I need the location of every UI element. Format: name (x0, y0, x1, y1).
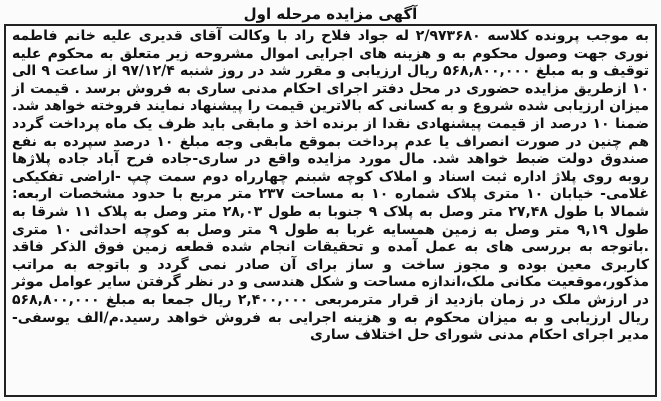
notice-body (12, 28, 649, 345)
notice-body-text: به موجب پرونده کلاسه ۲/۹۷۳۶۸۰ له جواد فلاح راد با وکالت آقای قدیری علیه خانم فاطمه نوری جهت وصول محکوم به و هزینه های اجرایی اموال مشروحه زیر متعلق به محکوم علیه توقیف و به مبلغ ۵۶۸,۸۰۰,۰۰۰ ریال ارزیابی و مقرر شد در روز شنبه ۹۷/۱۲/۴ از ساعت ۹ الی ۱۰ ازطریق مزایده حضوری در محل دفتر اجرای احکام مدنی ساری به فروش برسد . قیمت از میزان ارزیابی شده شروع و به کسانی که بالاترین قیمت را پیشنهاد نمایند فروخته خواهد شد. ضمنا ۱۰ درصد از قیمت پیشنهادی نقدا از برنده اخذ و مابقی باید ظرف یک ماه پرداخت گردد هم چنین در صورت انصراف یا عدم پرداخت بموقع مابقی وجه مبلغ ۱۰ درصد سپرده به نفع صندوق دولت ضبط خواهد شد. مال مورد مزایده واقع در ساری-جاده فرح آباد جاده پلاژها روبه روی پلاژ اداره ثبت اسناد و املاک کوچه شبنم چهارراه دوم سمت چپ -اراضی تفکیکی غلامی- خیابان ۱۰ متری پلاک شماره ۱۰ به مساحت ۲۳۷ متر مربع با حدود مشخصات اربعه: شمالا با طول ۲۷,۴۸ متر وصل به پلاک ۹ جنوبا به طول ۲۸,۰۳ متر وصل به پلاک ۱۱ شرقا به طول ۹,۱۹ متر وصل به زمین همسایه غربا به طول ۹ متر وصل به کوچه احداثی ۱۰ متری .باتوجه به بررسی های به عمل آمده و تحقیقات انجام شده قطعه زمین فوق الذکر فاقد کاربری معین بوده و مجوز ساخت و ساز برای آن صادر نمی گردد و باتوجه به مراتب مذکور،موقعیت مکانی ملک،اندازه مساحت و شکل هندسی و در نظر گرفتن سایر عوامل موثر در ارزش ملک در زمان بازدید از قرار مترمربعی ۲,۴۰۰,۰۰۰ ریال جمعا به مبلغ ۵۶۸,۸۰۰,۰۰۰ ریال ارزیابی و به میزان محکوم به و هزینه اجرایی به فروش خواهد رسید.م/الف یوسفی-مدیر اجرای احکام مدنی شورای حل اختلاف ساری (12, 28, 650, 344)
notice-title: آگهی مزایده مرحله اول (243, 5, 418, 23)
